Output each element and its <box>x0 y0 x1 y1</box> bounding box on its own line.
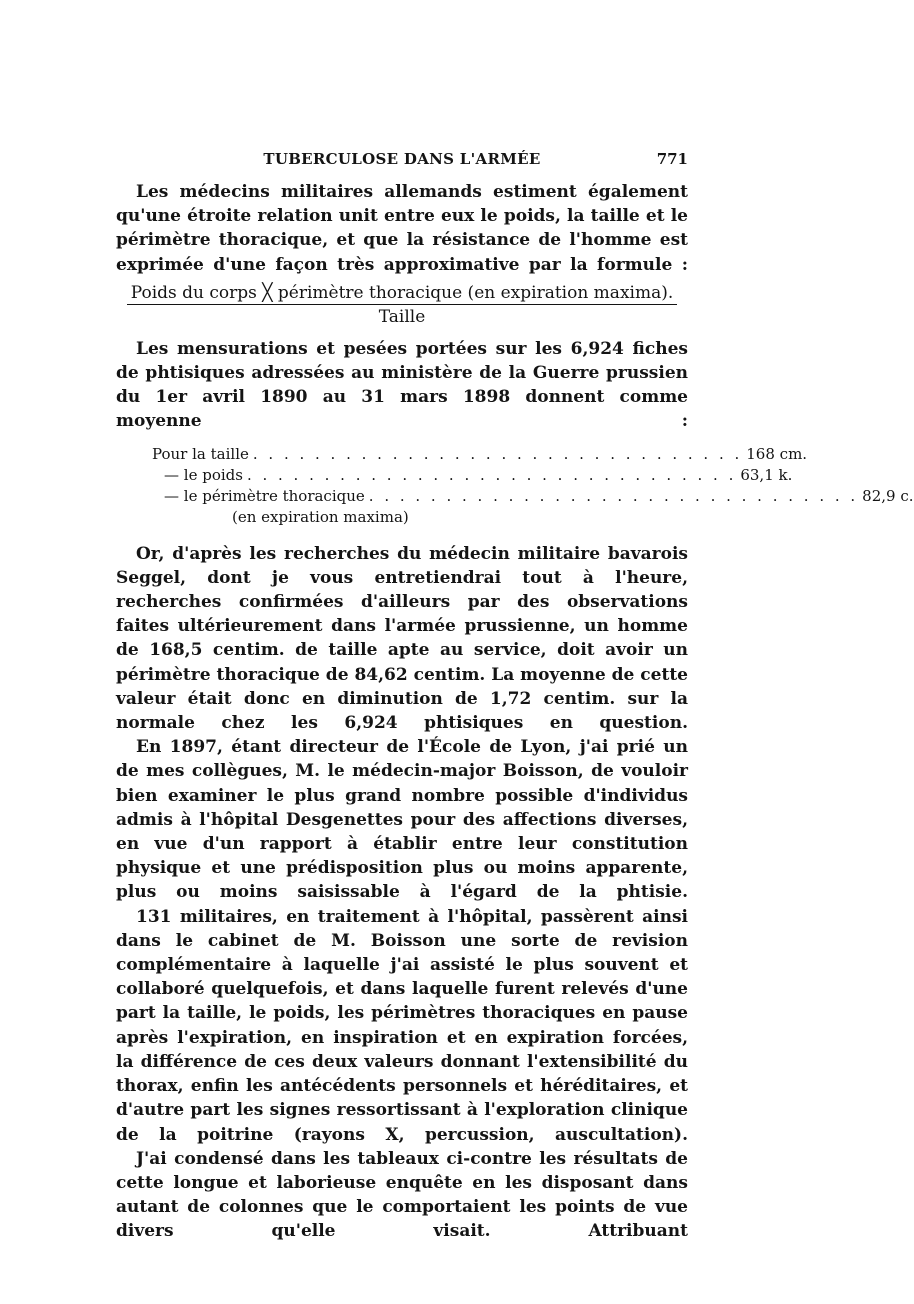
paragraph-4: En 1897, étant directeur de l'École de Lyon, j'ai prié un de mes collègues, M. le médecin-major Boisson, de vouloir bien examiner le plus grand nombre possible d'individus admis à l'hôpital Desgenettes pour des affections diverses, en vue d'un rapport à établir entre leur constitution physique et une prédisposition plus ou moins apparente, plus ou moins saisissable à l'égard de la phtisie. <box>116 737 688 903</box>
leader-dots: . . . . . . . . . . . . . . . . . . . . . . . . . . . . . . . . <box>246 465 737 484</box>
paragraph-2: Les mensurations et pesées portées sur les 6,924 fiches de phtisiques adressées au ministère de la Guerre prussien du 1er avril 1890 au 31 mars 1898 donnent comme moyenne : <box>116 338 688 432</box>
measurement-label: — le périmètre thoracique <box>164 486 365 505</box>
formula <box>116 283 688 327</box>
header-title: TUBERCULOSE DANS L'ARMÉE <box>263 150 541 168</box>
leader-dots: . . . . . . . . . . . . . . . . . . . . . . . . . . . . . . . . <box>368 486 859 505</box>
formula-numerator: Poids du corps ╳ périmètre thoracique (en expiration maxima). <box>127 283 678 305</box>
paragraph-1: Les médecins militaires allemands estiment également qu'une étroite relation unit entre eux le poids, la taille et le périmètre thoracique, et que la résistance de l'homme est exprimée d'une façon très approximative par la formule : <box>116 182 688 275</box>
measurement-note: (en expiration maxima) <box>232 507 409 526</box>
measurement-row <box>152 465 793 486</box>
measurement-value: 82,9 c. <box>862 486 914 505</box>
paragraph-5: 131 militaires, en traitement à l'hôpital, passèrent ainsi dans le cabinet de M. Boisson une sorte de revision complémentaire à laquelle j'ai assisté le plus souvent et collaboré quelquefois, et dans laquelle furent relevés d'une part la taille, le poids, les périmètres thoraciques en pause après l'expiration, en inspiration et en expiration forcées, la différence de ces deux valeurs donnant l'extensibilité du thorax, enfin les antécédents personnels et héréditaires, et d'autre part les signes ressortissant à l'exploration clinique de la poitrine (rayons X, percussion, auscultation). <box>116 906 688 1145</box>
measurement-label: — le poids <box>164 465 243 484</box>
measurement-row <box>152 486 914 507</box>
paragraph-3: Or, d'après les recherches du médecin militaire bavarois Seggel, dont je vous entretiendrai tout à l'heure, recherches confirmées d'ailleurs par des observations faites ultérieurement dans l'armée prussienne, un homme de 168,5 centim. de taille apte au service, doit avoir un périmètre thoracique de 84,62 centim. La moyenne de cette valeur était donc en diminution de 1,72 centim. sur la normale chez les 6,924 phtisiques en question. <box>116 543 688 734</box>
measurement-value: 168 cm. <box>746 444 808 463</box>
paragraph-6: J'ai condensé dans les tableaux ci-contre les résultats de cette longue et laborieuse enquête en les disposant dans autant de colonnes que le comportaient les points de vue divers qu'elle visait. Attribuant <box>116 1148 688 1242</box>
page-number: 771 <box>656 150 688 168</box>
leader-dots: . . . . . . . . . . . . . . . . . . . . . . . . . . . . . . . . <box>252 444 743 463</box>
running-header <box>116 150 688 180</box>
formula-denominator: Taille <box>378 306 426 327</box>
measurement-value: 63,1 k. <box>740 465 793 484</box>
measurement-row <box>152 444 808 465</box>
measurement-list <box>152 444 914 528</box>
measurement-label: Pour la taille <box>152 444 249 463</box>
document-page <box>116 150 914 1244</box>
